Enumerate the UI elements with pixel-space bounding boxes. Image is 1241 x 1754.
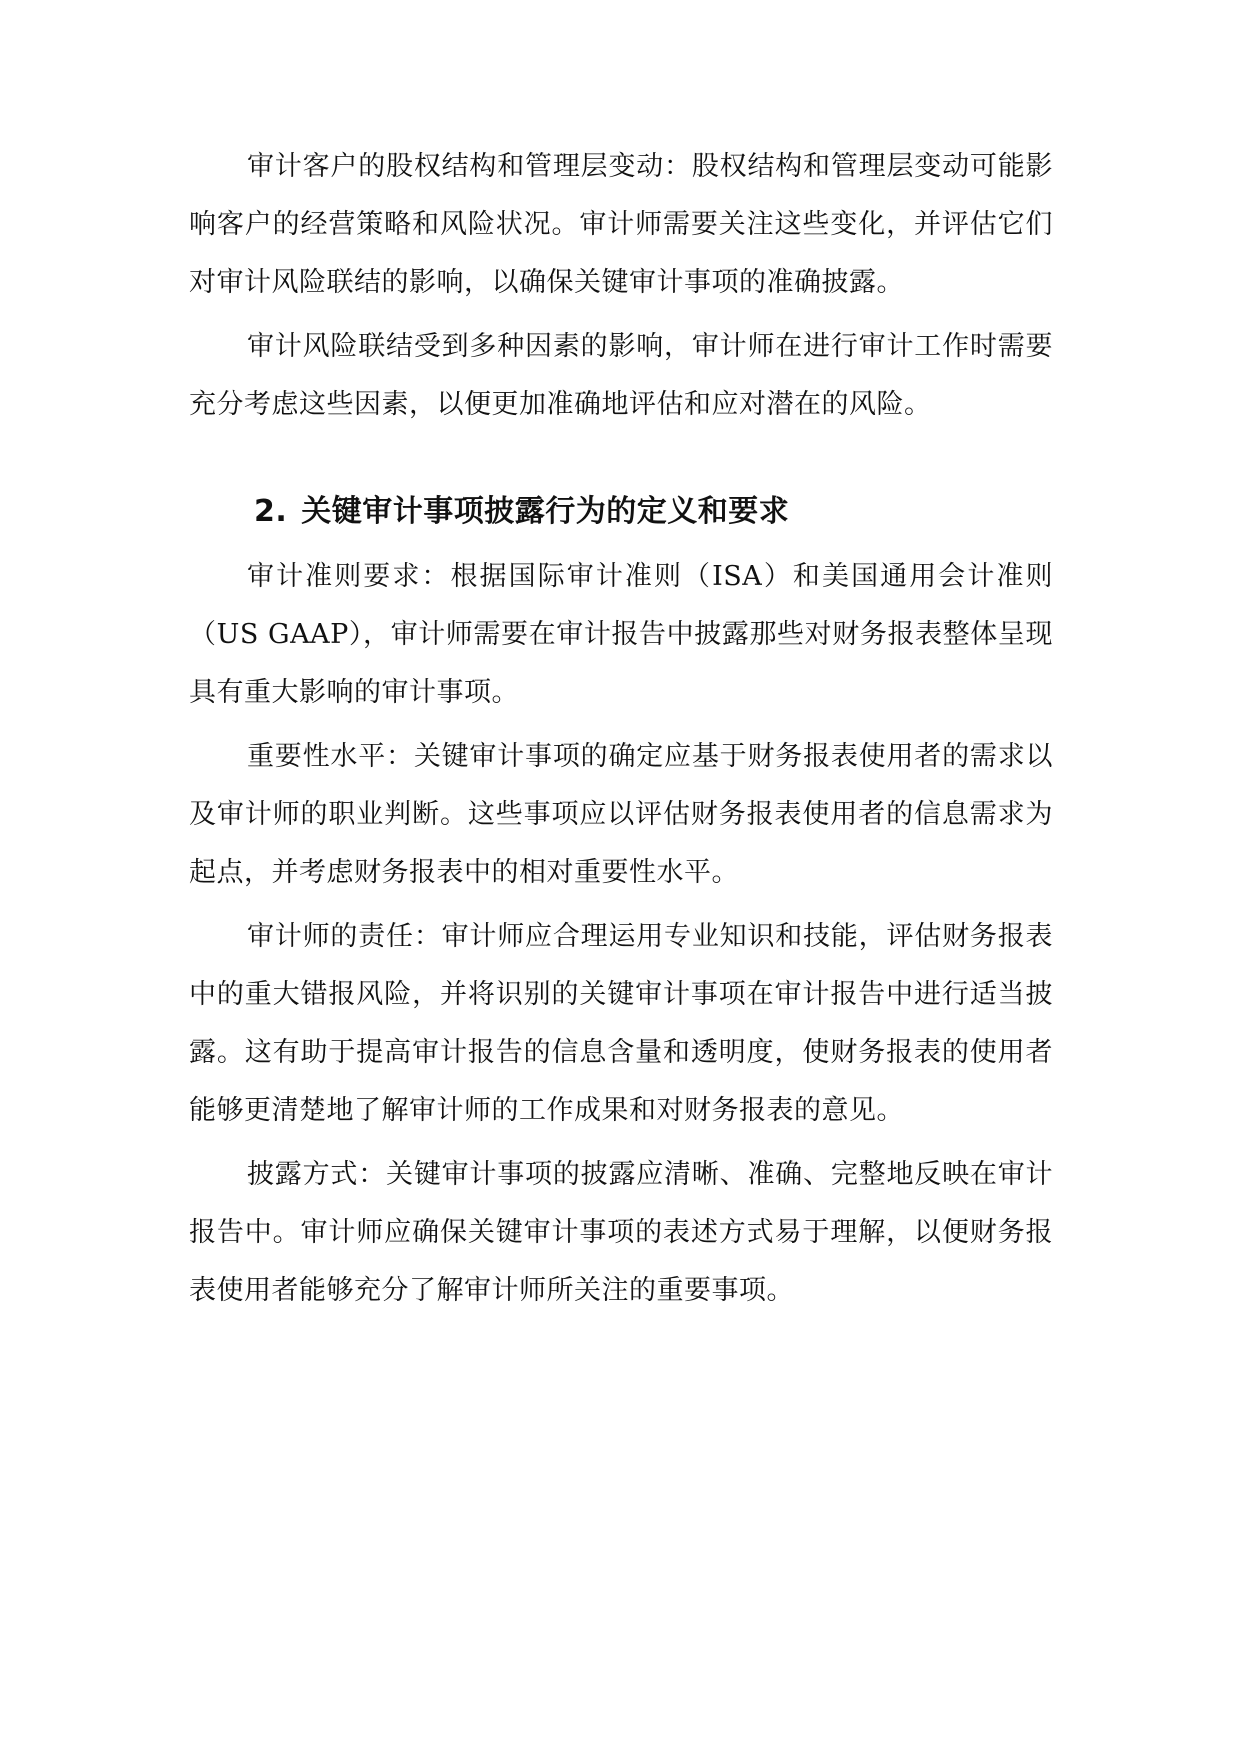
- section-number: 2.: [254, 494, 288, 529]
- paragraph-auditor-responsibility: 审计师的责任：审计师应合理运用专业知识和技能，评估财务报表中的重大错报风险，并将识别的关键审计事项在审计报告中进行适当披露。这有助于提高审计报告的信息含量和透明度，使财务报表的使用者能够更清楚地了解审计师的工作成果和对财务报表的意见。: [189, 921, 1053, 1126]
- paragraph-audit-standards: 审计准则要求：根据国际审计准则（ISA）和美国通用会计准则（US GAAP），审计师需要在审计报告中披露那些对财务报表整体呈现具有重大影响的审计事项。: [189, 561, 1053, 708]
- paragraph-disclosure-method: 披露方式：关键审计事项的披露应清晰、准确、完整地反映在审计报告中。审计师应确保关键审计事项的表述方式易于理解，以便财务报表使用者能够充分了解审计师所关注的重要事项。: [189, 1159, 1053, 1306]
- paragraph-shareholding-changes: 审计客户的股权结构和管理层变动：股权结构和管理层变动可能影响客户的经营策略和风险状况。审计师需要关注这些变化，并评估它们对审计风险联结的影响，以确保关键审计事项的准确披露。: [189, 151, 1053, 298]
- section-title: 关键审计事项披露行为的定义和要求: [301, 494, 790, 529]
- paragraph-materiality: 重要性水平：关键审计事项的确定应基于财务报表使用者的需求以及审计师的职业判断。这些事项应以评估财务报表使用者的信息需求为起点，并考虑财务报表中的相对重要性水平。: [189, 741, 1053, 888]
- section-heading: [189, 488, 1053, 536]
- document-body: [189, 138, 1053, 1320]
- paragraph-risk-factors-summary: 审计风险联结受到多种因素的影响，审计师在进行审计工作时需要充分考虑这些因素，以便更加准确地评估和应对潜在的风险。: [189, 331, 1053, 420]
